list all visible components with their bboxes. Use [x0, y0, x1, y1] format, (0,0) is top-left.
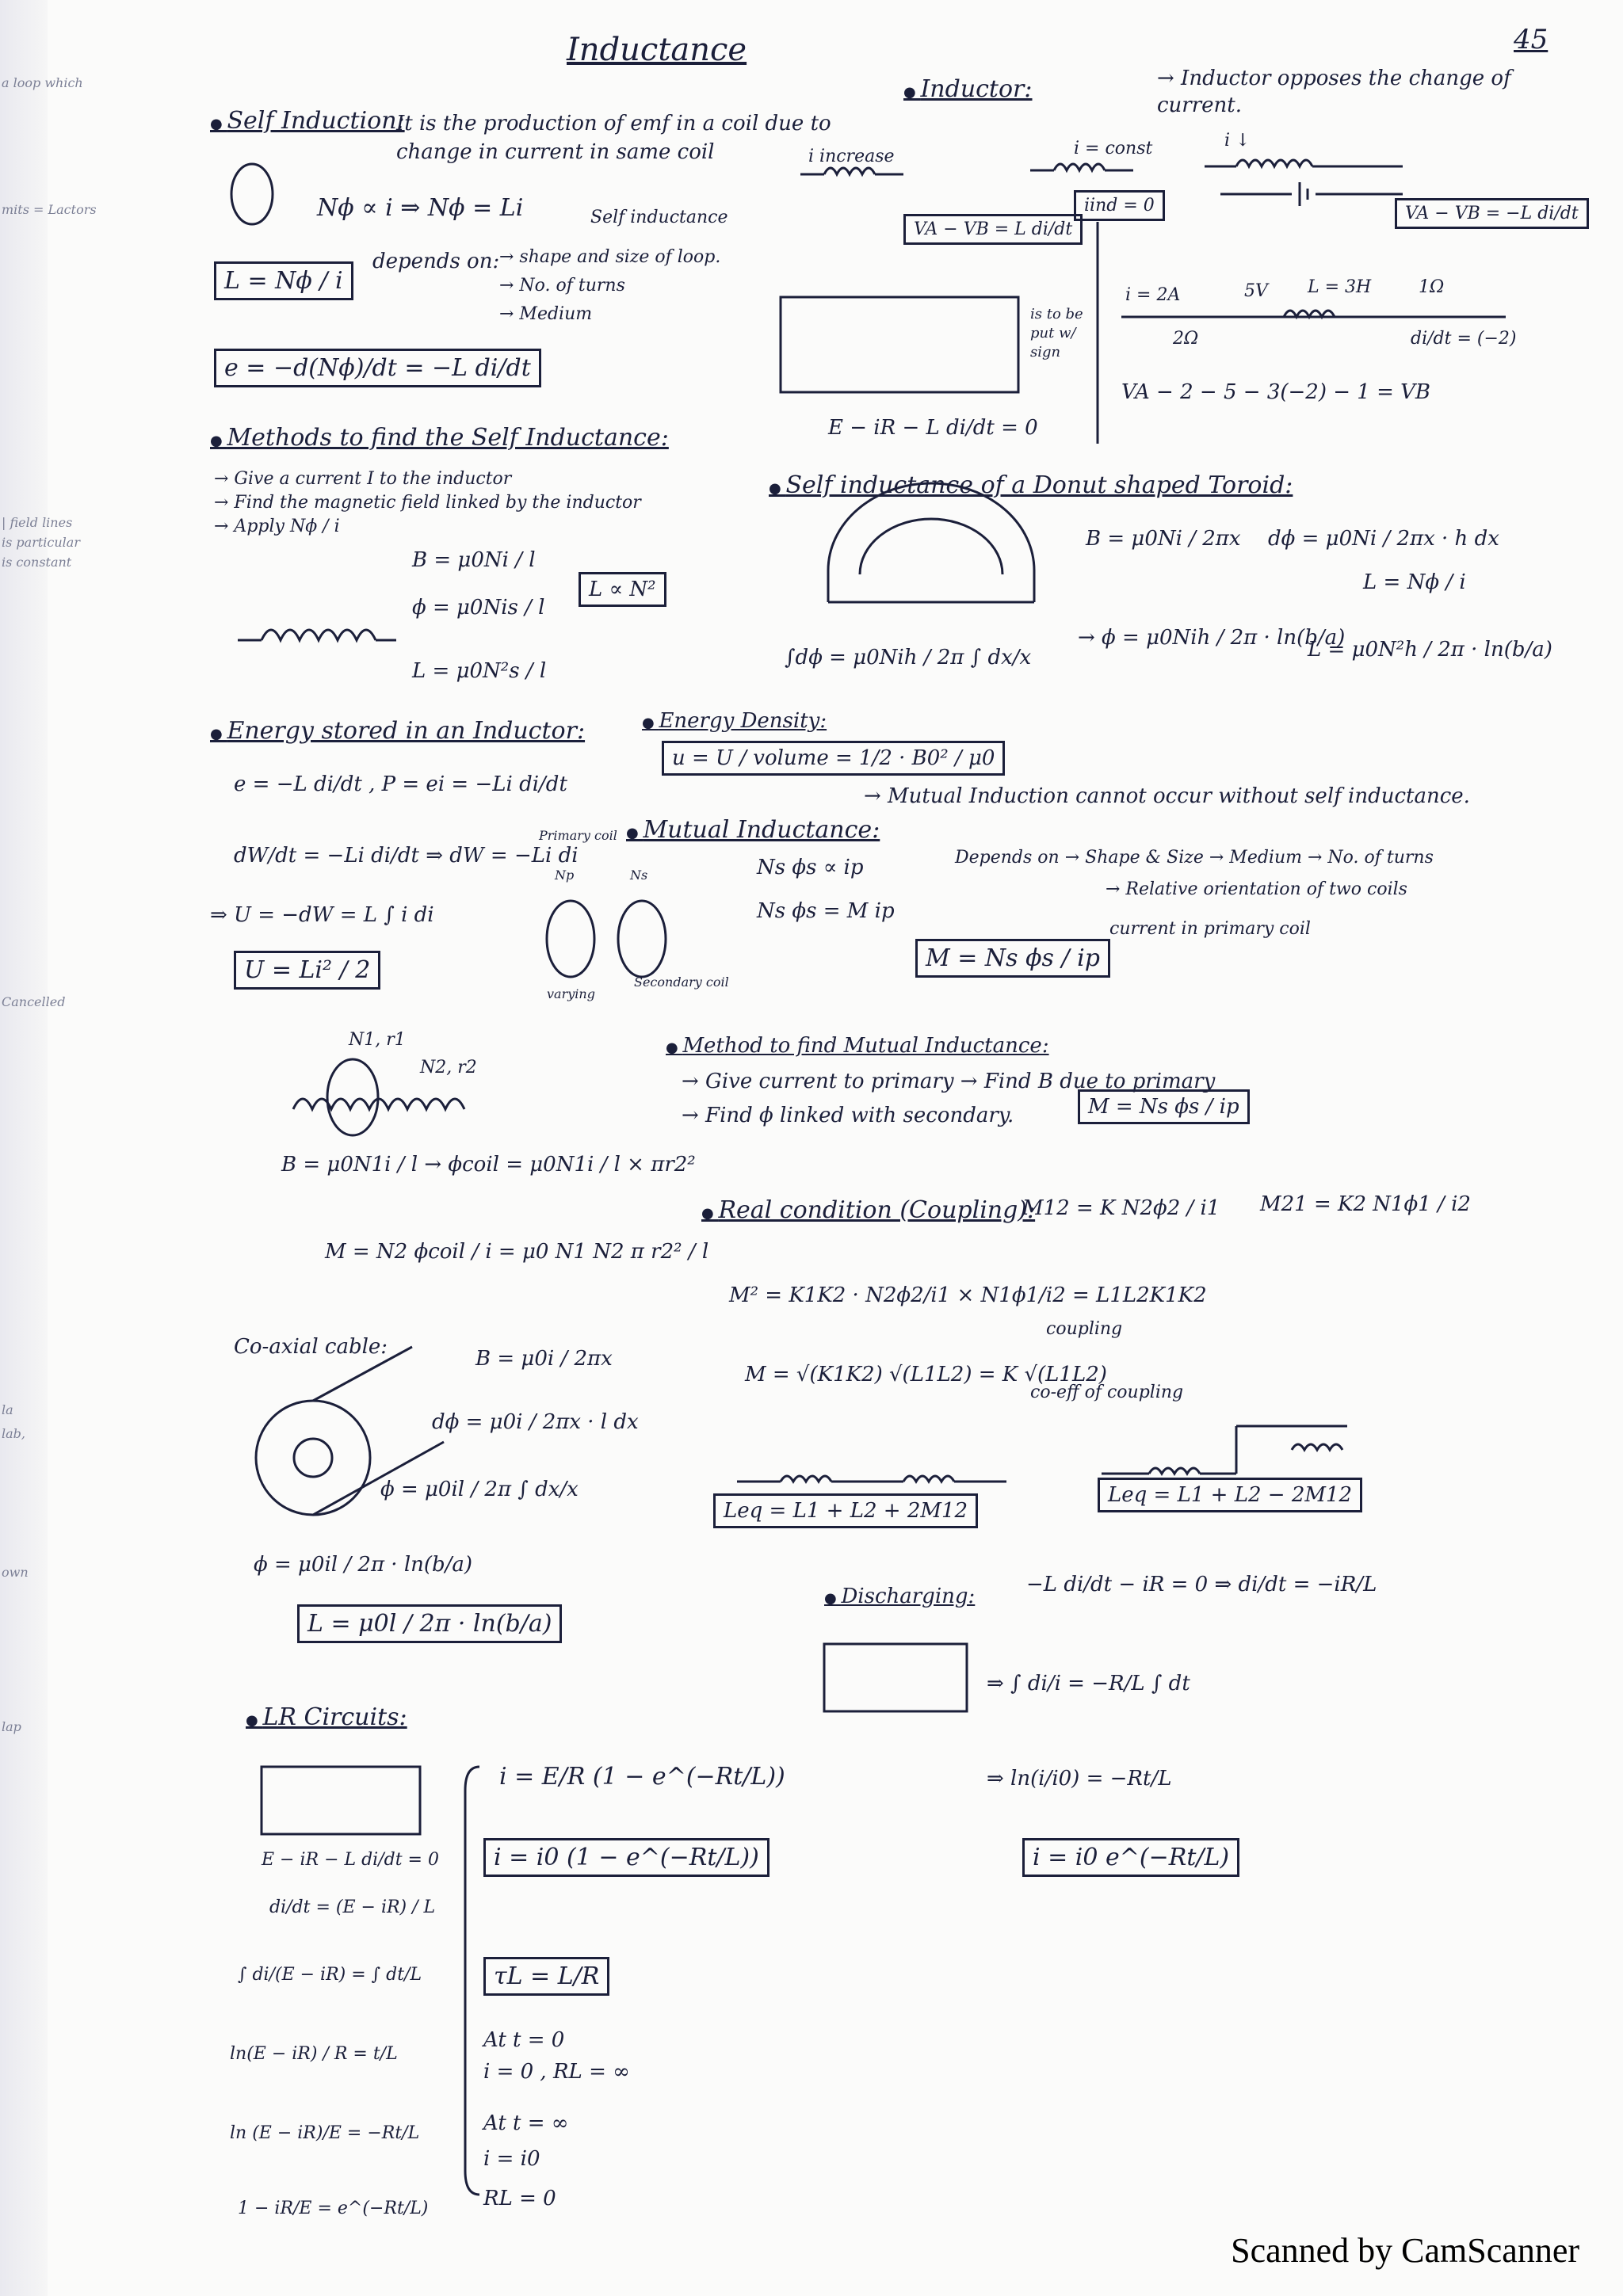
toroid-dphi: dϕ = μ0Ni / 2πx · h dx — [1268, 527, 1499, 551]
lr-step: 1 − iR/E = e^(−Rt/L) — [238, 2199, 429, 2218]
primary-coil-icon — [547, 901, 594, 977]
L-proportional-box: L ∝ N² — [579, 572, 666, 607]
inductance-definition-box: L = Nϕ / i — [214, 261, 353, 300]
margin-fragment: is particular — [2, 535, 80, 550]
margin-fragment: Cancelled — [2, 994, 66, 1009]
coil-label: Ns — [630, 868, 648, 883]
discharging-heading: ● Discharging: — [824, 1585, 975, 1608]
depends-item: → Medium — [499, 304, 593, 324]
inductor-symbol-1 — [824, 168, 875, 174]
series-inductors-opp — [1149, 1468, 1200, 1474]
real-Msq: M² = K1K2 · N2ϕ2/i1 × N1ϕ1/i2 = L1L2K1K2 — [729, 1283, 1207, 1307]
mutual-depends: Depends on → Shape & Size → Medium → No. of turns — [955, 848, 1434, 868]
depends-on-label: depends on: — [372, 250, 500, 273]
margin-fragment: la — [2, 1402, 13, 1417]
self-inductance-label: Self inductance — [590, 208, 728, 227]
coil-label: Secondary coil — [634, 974, 729, 990]
i-increase-label: i increase — [808, 147, 895, 166]
coaxial-dphi: dϕ = μ0i / 2πx · l dx — [432, 1410, 639, 1434]
method-mutual-step: → Give current to primary → Find B due to primary — [682, 1070, 1216, 1093]
self-induction-proportion: Nϕ ∝ i ⇒ Nϕ = Li — [317, 194, 524, 222]
margin-fragment: is constant — [2, 555, 72, 570]
toroid-L-def: L = Nϕ / i — [1363, 570, 1466, 594]
lr-step: di/dt = (E − iR) / L — [269, 1897, 436, 1917]
toroid-L: L = μ0N²h / 2π · ln(b/a) — [1308, 638, 1552, 662]
inductor-eq-increase: VA − VB = L di/dt — [903, 214, 1083, 245]
mutual-line: Ns ϕs = M ip — [757, 899, 895, 923]
lr-current-box: i = i0 (1 − e^(−Rt/L)) — [483, 1838, 769, 1877]
real-M12: M12 = K N2ϕ2 / i1 — [1022, 1196, 1220, 1220]
i-const-label: i = const — [1074, 139, 1153, 158]
time-constant-box: τL = L/R — [483, 1957, 609, 1996]
coaxial-L-box: L = μ0l / 2π · ln(b/a) — [297, 1604, 562, 1643]
mutual-heading: ● Mutual Inductance: — [626, 816, 880, 844]
inductor-symbol-3 — [1236, 160, 1312, 166]
discharging-result-box: i = i0 e^(−Rt/L) — [1022, 1838, 1239, 1877]
coupling-label: coupling — [1046, 1319, 1123, 1339]
series-add-box: Leq = L1 + L2 + 2M12 — [713, 1493, 978, 1528]
margin-fragment: lab, — [2, 1426, 25, 1441]
emf-formula-box: e = −d(Nϕ)/dt = −L di/dt — [214, 349, 541, 387]
real-M21: M21 = K2 N1ϕ1 / i2 — [1260, 1192, 1471, 1216]
lr-tinf: At t = ∞ — [483, 2111, 569, 2135]
discharging-ln: ⇒ ln(i/i0) = −Rt/L — [987, 1767, 1172, 1791]
coupling-coeff-label: co-eff of coupling — [1030, 1383, 1184, 1402]
inductor-eq-decrease: VA − VB = −L di/dt — [1395, 198, 1589, 229]
primary-current-note: current in primary coil — [1109, 919, 1311, 939]
real-M: M = √(K1K2) √(L1L2) = K √(L1L2) — [745, 1363, 1107, 1386]
lr-current-eq: i = E/R (1 − e^(−Rt/L)) — [499, 1763, 785, 1791]
lr-step: ln(E − iR) / R = t/L — [230, 2044, 398, 2064]
solenoid-B: B = μ0N1i / l → ϕcoil = μ0N1i / l × πr2² — [281, 1153, 696, 1177]
solenoid-coil — [262, 630, 376, 640]
energy-density-heading: ● Energy Density: — [642, 709, 827, 733]
energy-line: e = −L di/dt , P = ei = −Li di/dt — [234, 772, 567, 796]
coaxial-heading: Co-axial cable: — [234, 1335, 388, 1359]
method-mutual-heading: ● Method to find Mutual Inductance: — [666, 1034, 1049, 1058]
coil-label: Primary coil — [539, 828, 617, 843]
coaxial-B: B = μ0i / 2πx — [475, 1347, 613, 1371]
page-number: 45 — [1514, 24, 1549, 55]
self-induction-definition: It is the production of emf in a coil due to change in current in same coil — [396, 112, 831, 164]
methods-phi: ϕ = μ0Nis / l — [412, 596, 545, 620]
mutual-formula-box: M = Ns ϕs / ip — [915, 939, 1110, 978]
page-title: Inductance — [567, 32, 747, 68]
energy-density-box: u = U / volume = 1/2 · B0² / μ0 — [662, 741, 1005, 776]
camscanner-watermark: Scanned by CamScanner — [1231, 2231, 1579, 2270]
margin-fragment: own — [2, 1565, 29, 1580]
lr-tinf: RL = 0 — [483, 2187, 556, 2210]
margin-fragment: a loop which — [2, 75, 83, 90]
margin-fragment: mits = Lactors — [2, 202, 97, 217]
lr-tinf: i = i0 — [483, 2147, 540, 2171]
coaxial-phi-int: ϕ = μ0il / 2π ∫ dx/x — [380, 1478, 579, 1501]
circuit-value: di/dt = (−2) — [1411, 329, 1517, 349]
inductor-heading: ● Inductor: — [903, 75, 1033, 103]
methods-L: L = μ0N²s / l — [412, 659, 547, 683]
lr-t0: i = 0 , RL = ∞ — [483, 2060, 630, 2084]
loop-diagram — [231, 164, 273, 224]
lr-step: ∫ di/(E − iR) = ∫ dt/L — [238, 1965, 422, 1985]
rl-circuit — [781, 297, 1018, 392]
lr-t0: At t = 0 — [483, 2028, 565, 2052]
toroid-phi: → ϕ = μ0Nih / 2π · ln(b/a) — [1078, 626, 1346, 650]
lr-step: E − iR − L di/dt = 0 — [262, 1850, 439, 1870]
depends-item: → No. of turns — [499, 276, 625, 296]
lr-heading: ● LR Circuits: — [246, 1703, 407, 1731]
margin-fragment: | field lines — [2, 515, 73, 530]
method-step: → Apply Nϕ / i — [214, 517, 340, 536]
discharging-eq: −L di/dt − iR = 0 ⇒ di/dt = −iR/L — [1026, 1573, 1377, 1596]
lr-circuit — [262, 1767, 420, 1834]
solenoid-M: M = N2 ϕcoil / i = μ0 N1 N2 π r2² / l — [325, 1240, 709, 1264]
sign-note: is to be put w/ sign — [1030, 306, 1083, 360]
coaxial-phi: ϕ = μ0il / 2π · ln(b/a) — [254, 1553, 473, 1577]
i-decrease-label: i ↓ — [1224, 131, 1251, 151]
rl-equation: E − iR − L di/dt = 0 — [828, 416, 1038, 440]
discharging-circuit — [824, 1644, 967, 1711]
circuit-value: L = 3H — [1308, 277, 1372, 297]
energy-line: dW/dt = −Li di/dt ⇒ dW = −Li di — [234, 844, 579, 868]
margin-fragment: lap — [2, 1719, 21, 1734]
circuit-value: i = 2A — [1125, 285, 1181, 305]
mutual-note: → Mutual Induction cannot occur without self inductance. — [864, 784, 1470, 808]
coil-label: varying — [547, 986, 595, 1001]
energy-result-box: U = Li² / 2 — [234, 951, 380, 990]
series-opp-box: Leq = L1 + L2 − 2M12 — [1098, 1478, 1362, 1512]
solenoid-label: N2, r2 — [420, 1058, 477, 1077]
mutual-line: Ns ϕs ∝ ip — [757, 856, 864, 879]
method-mutual-box: M = Ns ϕs / ip — [1078, 1089, 1250, 1124]
method-mutual-step: → Find ϕ linked with secondary. — [682, 1104, 1014, 1127]
coil-label: Np — [555, 868, 575, 883]
mutual-depends-extra: → Relative orientation of two coils — [1106, 879, 1407, 899]
toroid-heading: ● Self inductance of a Donut shaped Toroid: — [769, 471, 1293, 499]
circuit-equation: VA − 2 − 5 − 3(−2) − 1 = VB — [1121, 380, 1431, 404]
series-inductors-add — [781, 1476, 831, 1482]
self-induction-heading: ● Self Induction: — [210, 107, 405, 135]
circuit-value: 2Ω — [1173, 329, 1199, 349]
toroid-integral: ∫dϕ = μ0Nih / 2π ∫ dx/x — [785, 646, 1032, 669]
lr-step: ln (E − iR)/E = −Rt/L — [230, 2123, 420, 2143]
energy-line: ⇒ U = −dW = L ∫ i di — [210, 903, 434, 927]
circuit-value: 1Ω — [1419, 277, 1445, 297]
inductor-symbol-2 — [1054, 164, 1105, 170]
inductor-opposes-note: → Inductor opposes the change of current. — [1157, 67, 1511, 117]
methods-heading: ● Methods to find the Self Inductance: — [210, 424, 669, 452]
circuit-value: 5V — [1244, 281, 1268, 301]
solenoid-label: N1, r1 — [349, 1030, 406, 1050]
methods-B: B = μ0Ni / l — [412, 548, 536, 572]
method-step: → Give a current I to the inductor — [214, 469, 512, 489]
method-step: → Find the magnetic field linked by the inductor — [214, 493, 641, 513]
toroid-B: B = μ0Ni / 2πx — [1086, 527, 1241, 551]
real-condition-heading: ● Real condition (Coupling): — [701, 1196, 1035, 1224]
iind-zero-box: iind = 0 — [1074, 190, 1165, 221]
depends-item: → shape and size of loop. — [499, 247, 721, 267]
discharging-integral: ⇒ ∫ di/i = −R/L ∫ dt — [987, 1672, 1190, 1695]
secondary-coil-icon — [618, 901, 666, 977]
coaxial-cable — [256, 1401, 370, 1515]
energy-heading: ● Energy stored in an Inductor: — [210, 717, 585, 745]
